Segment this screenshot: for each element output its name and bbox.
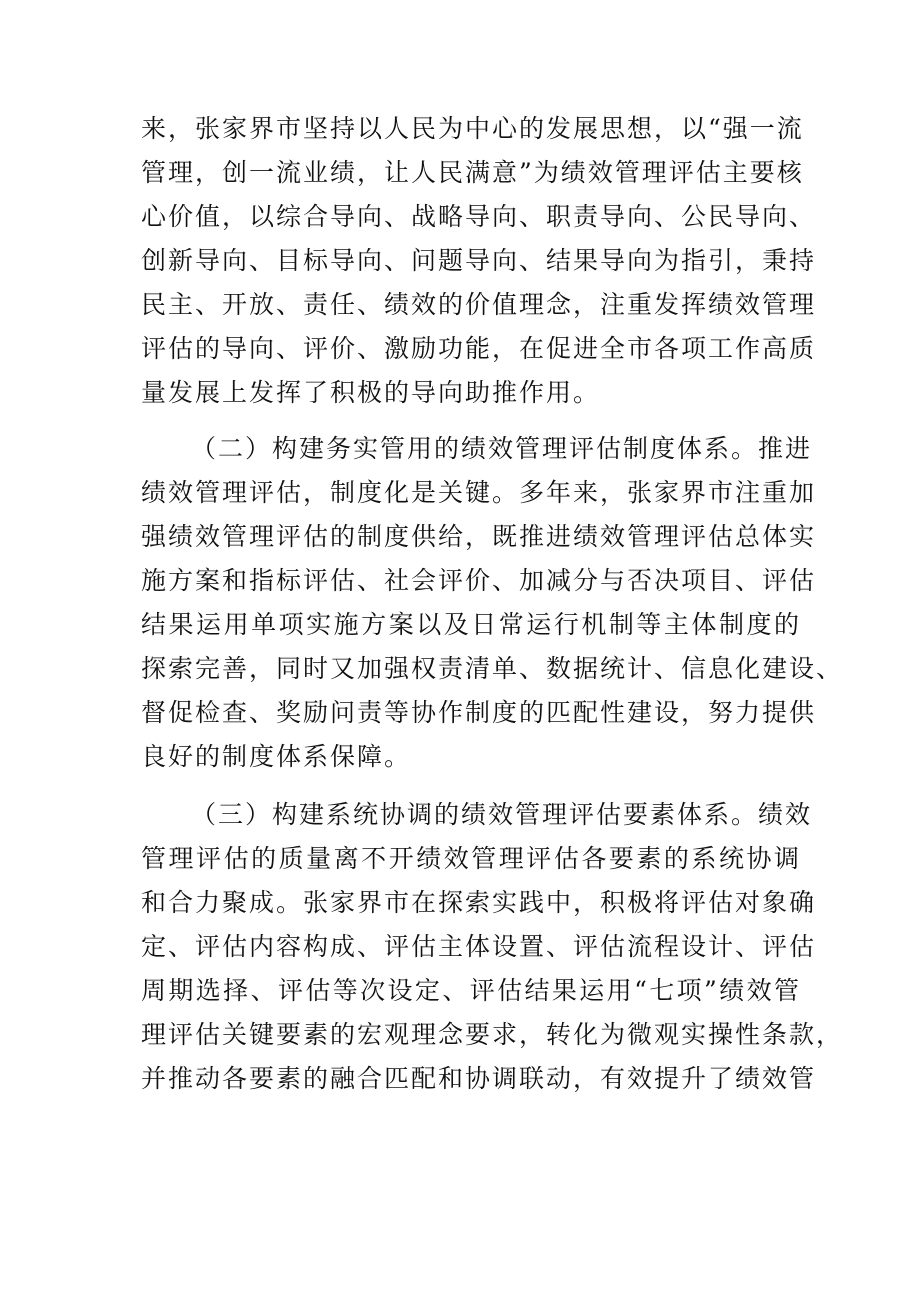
text-line: 和合力聚成。张家界市在探索实践中，积极将评估对象确 bbox=[141, 888, 817, 917]
text-line: 管理评估的质量离不开绩效管理评估各要素的系统协调 bbox=[141, 844, 801, 873]
text-line: 来，张家界市坚持以人民为中心的发展思想，以“强一流 bbox=[141, 114, 804, 143]
text-line: 定、评估内容构成、评估主体设置、评估流程设计、评估 bbox=[141, 932, 817, 961]
text-line: 周期选择、评估等次设定、评估结果运用“七项”绩效管 bbox=[141, 976, 801, 1005]
text-line: 绩效管理评估，制度化是关键。多年来，张家界市注重加 bbox=[141, 478, 817, 507]
text-line: 督促检查、奖励问责等协作制度的匹配性建设，努力提供 bbox=[141, 698, 817, 727]
text-line: 强绩效管理评估的制度供给，既推进绩效管理评估总体实 bbox=[141, 522, 817, 551]
paragraph-institution-system bbox=[141, 427, 844, 779]
text-line: 理评估关键要素的宏观理念要求，转化为微观实操性条款， bbox=[141, 1020, 844, 1049]
text-line: 探索完善，同时又加强权责清单、数据统计、信息化建设、 bbox=[141, 654, 844, 683]
text-line: 创新导向、目标导向、问题导向、结果导向为指引，秉持 bbox=[141, 246, 817, 275]
text-line: 结果运用单项实施方案以及日常运行机制等主体制度的 bbox=[141, 610, 801, 639]
text-line: 并推动各要素的融合匹配和协调联动，有效提升了绩效管 bbox=[141, 1064, 817, 1093]
text-line-heading: （三）构建系统协调的绩效管理评估要素体系。绩效 bbox=[191, 800, 813, 829]
text-line: 评估的导向、评价、激励功能，在促进全市各项工作高质 bbox=[141, 334, 817, 363]
text-line: 管理，创一流业绩，让人民满意”为绩效管理评估主要核 bbox=[141, 158, 804, 187]
text-line: 良好的制度体系保障。 bbox=[141, 742, 412, 771]
text-line: 量发展上发挥了积极的导向助推作用。 bbox=[141, 378, 601, 407]
paragraph-element-system bbox=[141, 793, 844, 1101]
text-line: 心价值，以综合导向、战略导向、职责导向、公民导向、 bbox=[141, 202, 817, 231]
text-line: 民主、开放、责任、绩效的价值理念，注重发挥绩效管理 bbox=[141, 290, 817, 319]
text-line-heading: （二）构建务实管用的绩效管理评估制度体系。推进 bbox=[191, 434, 813, 463]
paragraph-continuation bbox=[141, 107, 817, 415]
text-line: 施方案和指标评估、社会评价、加减分与否决项目、评估 bbox=[141, 566, 817, 595]
